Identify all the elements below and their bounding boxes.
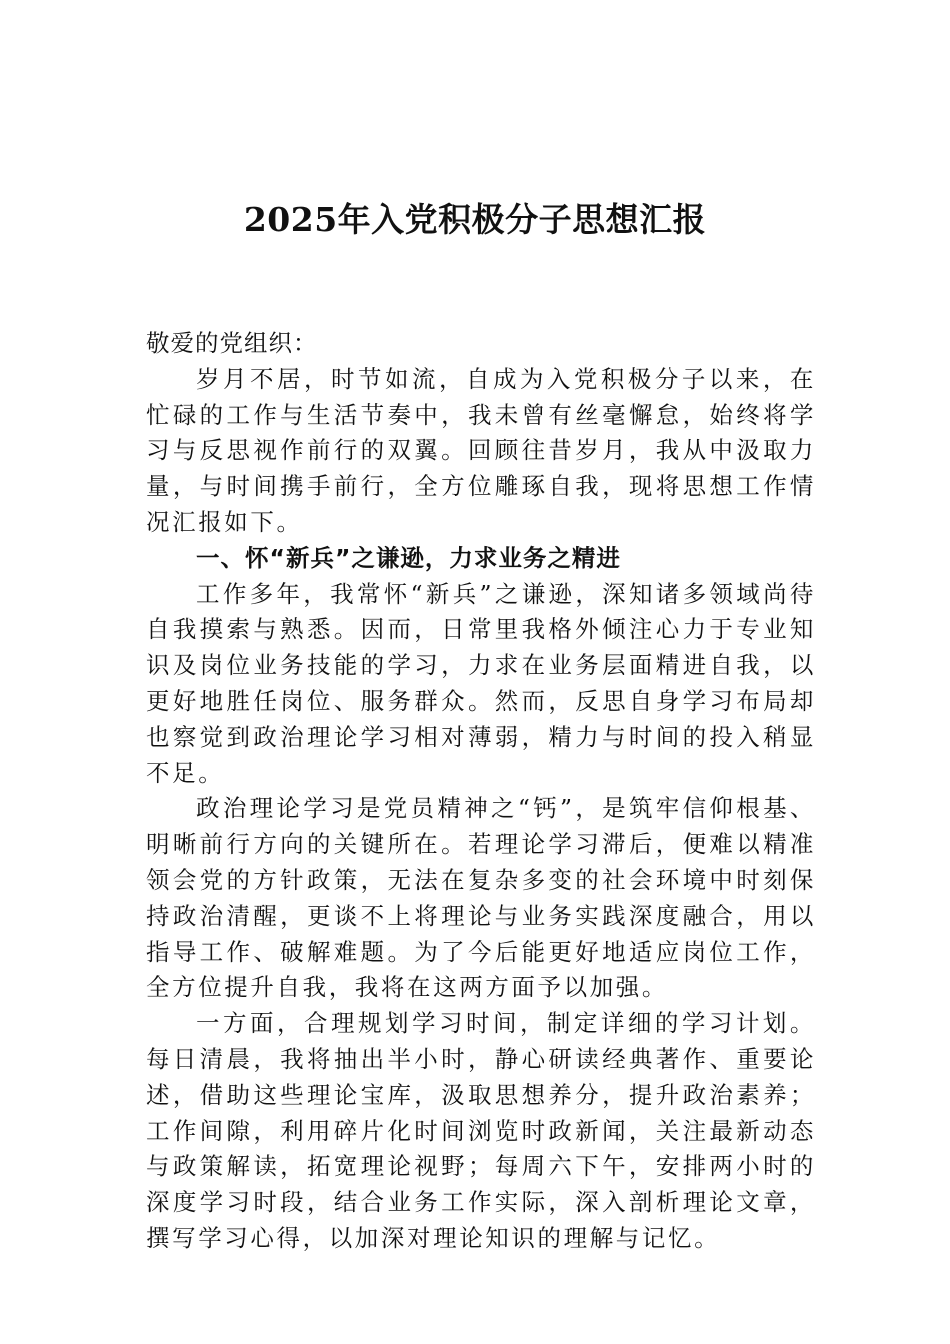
body-paragraph: 工作多年，我常怀“新兵”之谦逊，深知诸多领域尚待自我摸索与熟悉。因而，日常里我格外倾注心力于专业知识及岗位业务技能的学习，力求在业务层面精进自我，以更好地胜任岗位、服务群众。然而，反思自身学习布局却也察觉到政治理论学习相对薄弱，精力与时间的投入稍显不足。 [146,579,816,787]
salutation: 敬爱的党组织： [146,329,318,357]
document-body [146,326,816,1257]
body-paragraph: 政治理论学习是党员精神之“钙”，是筑牢信仰根基、明晰前行方向的关键所在。若理论学习滞后，便难以精准领会党的方针政策，无法在复杂多变的社会环境中时刻保持政治清醒，更谈不上将理论与业务实践深度融合，用以指导工作、破解难题。为了今后能更好地适应岗位工作，全方位提升自我，我将在这两方面予以加强。 [146,794,816,1002]
body-paragraph: 一方面，合理规划学习时间，制定详细的学习计划。每日清晨，我将抽出半小时，静心研读经典著作、重要论述，借助这些理论宝库，汲取思想养分，提升政治素养；工作间隙，利用碎片化时间浏览时政新闻，关注最新动态与政策解读，拓宽理论视野；每周六下午，安排两小时的深度学习时段，结合业务工作实际，深入剖析理论文章，撰写学习心得，以加深对理论知识的理解与记忆。 [146,1009,816,1252]
document-title: 2025年入党积极分子思想汇报 [243,200,707,239]
intro-paragraph: 岁月不居，时节如流，自成为入党积极分子以来，在忙碌的工作与生活节奏中，我未曾有丝毫懈怠，始终将学习与反思视作前行的双翼。回顾往昔岁月，我从中汲取力量，与时间携手前行，全方位雕琢自我，现将思想工作情况汇报如下。 [146,364,816,536]
section-heading: 一、怀“新兵”之谦逊，力求业务之精进 [196,543,621,572]
